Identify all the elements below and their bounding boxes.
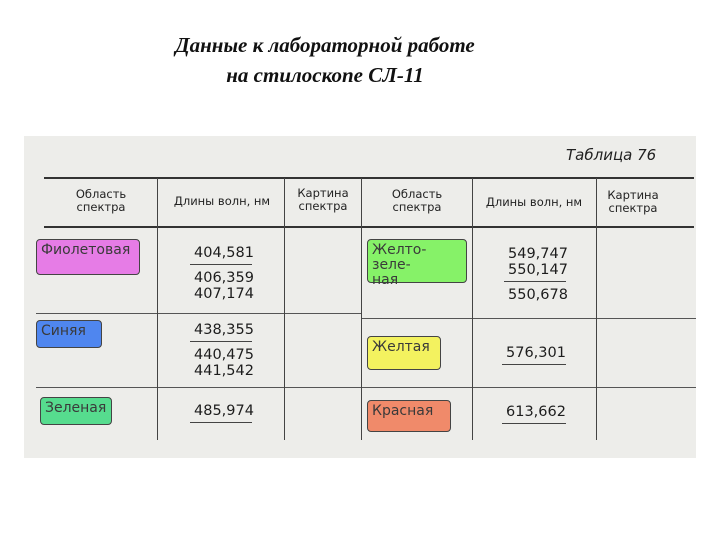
header-wavelengths-right: Длины волн, нм xyxy=(485,195,583,209)
region-violet: Фиолетовая xyxy=(36,239,140,275)
wavelength-value: 406,359 xyxy=(194,270,254,286)
column-divider-3 xyxy=(361,178,362,440)
wavelength-value: 613,662 xyxy=(506,404,566,420)
row-divider-1 xyxy=(36,313,362,314)
column-divider-1 xyxy=(157,178,158,440)
header-picture-left: Картина спектра xyxy=(297,186,349,213)
wavelength-value: 576,301 xyxy=(506,345,566,361)
region-green: Зеленая xyxy=(40,397,112,425)
region-blue: Синяя xyxy=(36,320,102,348)
region-yellow: Желтая xyxy=(367,336,441,370)
wavelength-value: 550,147 xyxy=(508,262,568,278)
value-underline xyxy=(190,422,252,423)
column-divider-2 xyxy=(284,178,285,440)
row-divider-2 xyxy=(36,387,696,388)
header-region-right: Область спектра xyxy=(391,187,443,214)
right-divider-1 xyxy=(362,318,696,319)
value-underline xyxy=(502,364,566,365)
wavelength-value: 549,747 xyxy=(508,246,568,262)
title-line-2: на стилоскопе СЛ-11 xyxy=(226,63,424,87)
table-name: Таблица 76 xyxy=(566,146,657,164)
title-line-1: Данные к лабораторной работе xyxy=(175,33,475,57)
wavelength-value: 441,542 xyxy=(194,363,254,379)
wavelength-value: 440,475 xyxy=(194,347,254,363)
wavelength-value: 404,581 xyxy=(194,245,254,261)
column-divider-5 xyxy=(596,178,597,440)
header-picture-right: Картина спектра xyxy=(607,188,659,215)
wavelength-value: 407,174 xyxy=(194,286,254,302)
value-underline xyxy=(502,423,566,424)
header-wavelengths-left: Длины волн, нм xyxy=(173,194,271,208)
value-underline xyxy=(190,341,252,342)
wavelength-value: 485,974 xyxy=(194,403,254,419)
region-yellow-green: Желто-зеле- ная xyxy=(367,239,467,283)
column-divider-4 xyxy=(472,178,473,440)
value-underline xyxy=(504,281,566,282)
region-red: Красная xyxy=(367,400,451,432)
header-region-left: Область спектра xyxy=(75,187,127,214)
wavelength-value: 550,678 xyxy=(508,287,568,303)
value-underline xyxy=(190,264,252,265)
page-title xyxy=(140,30,510,90)
wavelength-value: 438,355 xyxy=(194,322,254,338)
